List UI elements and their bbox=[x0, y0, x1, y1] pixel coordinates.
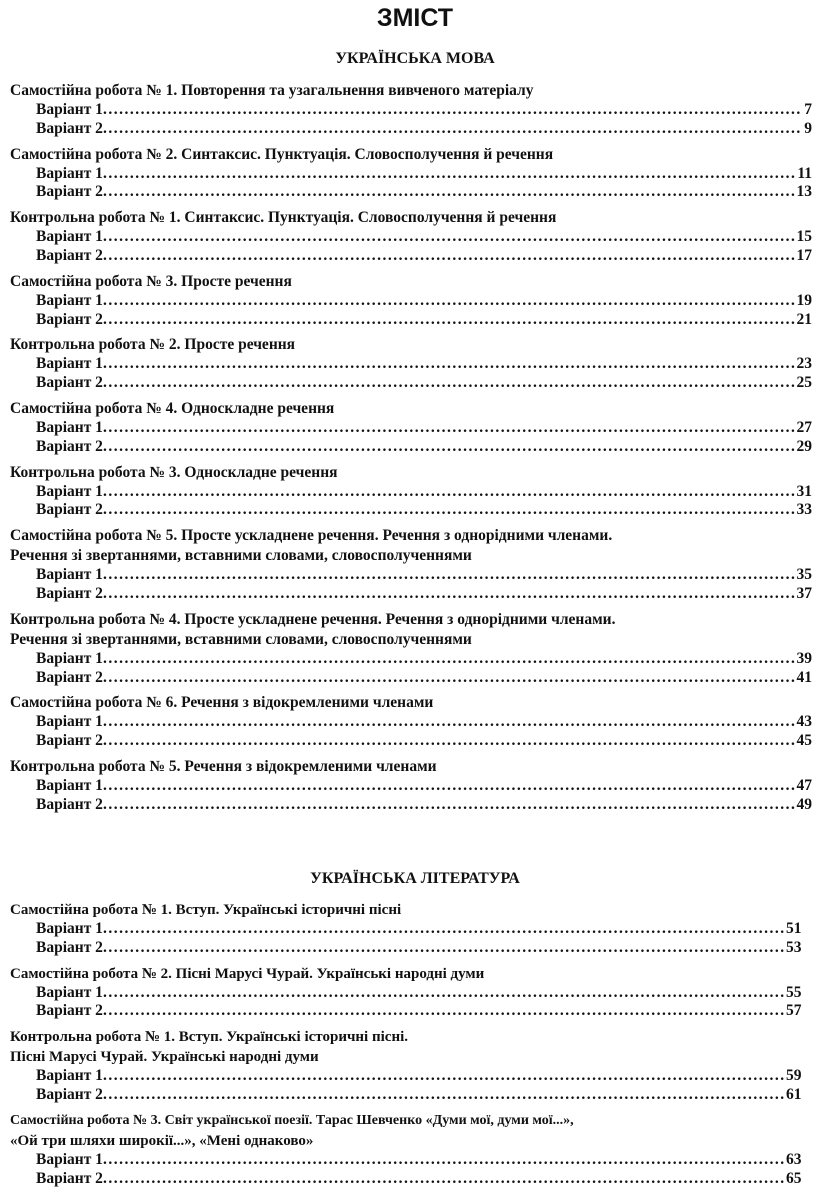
toc-entry-title: Контрольна робота № 5. Речення з відокремленими членами bbox=[10, 757, 437, 775]
variant-label: Варіант 1 bbox=[36, 291, 103, 309]
page-number: 25 bbox=[796, 374, 812, 392]
dot-leader bbox=[103, 669, 795, 688]
variant-label: Варіант 2 bbox=[36, 795, 103, 813]
variant-label: Варіант 1 bbox=[36, 983, 103, 1001]
variant-label: Варіант 2 bbox=[36, 374, 103, 392]
toc-entry bbox=[10, 610, 812, 688]
page-number: 23 bbox=[796, 355, 812, 373]
page-number: 55 bbox=[786, 983, 802, 1001]
variant-label: Варіант 1 bbox=[36, 1067, 103, 1085]
dot-leader bbox=[103, 1170, 784, 1189]
dot-leader bbox=[103, 1151, 784, 1170]
dot-leader bbox=[103, 566, 795, 585]
variant-label: Варіант 2 bbox=[36, 437, 103, 455]
dot-leader bbox=[103, 1067, 784, 1086]
variant-label: Варіант 2 bbox=[36, 1169, 103, 1187]
toc-variant-line[interactable] bbox=[10, 374, 812, 393]
variant-label: Варіант 2 bbox=[36, 246, 103, 264]
toc-variant-line[interactable] bbox=[10, 355, 812, 374]
page-number: 29 bbox=[796, 437, 812, 455]
section-title-ukrainian-literature: УКРАЇНСЬКА ЛІТЕРАТУРА bbox=[310, 870, 520, 887]
toc-entry-title: Контрольна робота № 4. Просте ускладнене речення. Речення з однорідними членами. bbox=[10, 610, 616, 628]
page-number: 59 bbox=[786, 1067, 802, 1085]
page-number: 9 bbox=[804, 119, 812, 137]
dot-leader bbox=[103, 292, 795, 311]
dot-leader bbox=[103, 732, 795, 751]
toc-entry-title: Пісні Марусі Чурай. Українські народні думи bbox=[10, 1049, 319, 1066]
dot-leader bbox=[103, 650, 795, 669]
toc-entry-title: Самостійна робота № 6. Речення з відокремленими членами bbox=[10, 694, 434, 712]
toc-variant-line[interactable] bbox=[10, 777, 812, 796]
toc-entry-title: «Ой три шляхи широкії...», «Мені однаково» bbox=[10, 1132, 314, 1149]
dot-leader bbox=[103, 120, 802, 139]
page-number: 19 bbox=[796, 291, 812, 309]
page-number: 43 bbox=[796, 713, 812, 731]
toc-entry bbox=[10, 964, 812, 1022]
toc-variant-line[interactable] bbox=[10, 732, 812, 751]
page-title: ЗМІСТ bbox=[376, 4, 454, 32]
dot-leader bbox=[103, 374, 795, 393]
toc-entry-title: Самостійна робота № 1. Вступ. Українські історичні пісні bbox=[10, 902, 402, 918]
toc-entry-title: Контрольна робота № 1. Синтаксис. Пунктуація. Словосполучення й речення bbox=[10, 209, 557, 227]
toc-entry bbox=[10, 272, 812, 330]
toc-entry bbox=[10, 693, 812, 751]
toc-variant-line[interactable] bbox=[10, 183, 812, 202]
toc-entry bbox=[10, 757, 812, 815]
page-number: 45 bbox=[796, 732, 812, 750]
toc-entry-title: Речення зі звертаннями, вставними словами, словосполученнями bbox=[10, 547, 472, 565]
page-number: 11 bbox=[797, 164, 812, 182]
toc-entry-title: Самостійна робота № 1. Повторення та узагальнення вивченого матеріалу bbox=[10, 82, 534, 99]
page-number: 61 bbox=[786, 1085, 802, 1103]
variant-label: Варіант 1 bbox=[36, 1150, 103, 1168]
page-number: 15 bbox=[796, 228, 812, 246]
toc-variant-line[interactable] bbox=[10, 939, 812, 958]
toc-entry-title: Контрольна робота № 3. Односкладне речення bbox=[10, 463, 338, 481]
toc-entry-title: Самостійна робота № 5. Просте ускладнене речення. Речення з однорідними членами. bbox=[10, 527, 613, 545]
toc-entry bbox=[10, 335, 812, 393]
variant-label: Варіант 1 bbox=[36, 164, 103, 182]
toc-entry-title: Самостійна робота № 2. Синтаксис. Пунктуація. Словосполучення й речення bbox=[10, 145, 554, 163]
dot-leader bbox=[103, 483, 795, 502]
toc-entry-title: Самостійна робота № 4. Односкладне речення bbox=[10, 399, 335, 417]
variant-label: Варіант 1 bbox=[36, 920, 103, 937]
toc-entry bbox=[10, 463, 812, 521]
toc-variant-line[interactable] bbox=[10, 292, 812, 311]
dot-leader bbox=[103, 920, 784, 939]
page-number: 53 bbox=[786, 938, 802, 956]
dot-leader bbox=[103, 438, 795, 457]
dot-leader bbox=[103, 183, 795, 202]
variant-label: Варіант 2 bbox=[36, 584, 103, 602]
dot-leader bbox=[103, 713, 795, 732]
toc-entry bbox=[10, 208, 812, 266]
variant-label: Варіант 1 bbox=[36, 482, 103, 500]
toc-entry-title: Речення зі звертаннями, вставними словами, словосполученнями bbox=[10, 630, 472, 648]
variant-label: Варіант 1 bbox=[36, 776, 103, 794]
toc-variant-line[interactable] bbox=[10, 984, 812, 1003]
toc-entry bbox=[10, 1027, 812, 1105]
variant-label: Варіант 2 bbox=[36, 1002, 103, 1020]
variant-label: Варіант 2 bbox=[36, 938, 103, 956]
page-number: 13 bbox=[796, 183, 812, 201]
page-number: 47 bbox=[796, 776, 812, 794]
dot-leader bbox=[103, 796, 795, 815]
section-ukrainian-language bbox=[10, 81, 812, 821]
dot-leader bbox=[103, 247, 795, 266]
toc-variant-line[interactable] bbox=[10, 1067, 812, 1086]
variant-label: Варіант 2 bbox=[36, 310, 103, 328]
page-number: 31 bbox=[796, 482, 812, 500]
dot-leader bbox=[103, 101, 802, 120]
variant-label: Варіант 1 bbox=[36, 566, 103, 584]
toc-entry-title: Контрольна робота № 1. Вступ. Українські історичні пісні. bbox=[10, 1029, 409, 1046]
dot-leader bbox=[103, 585, 795, 604]
variant-label: Варіант 2 bbox=[36, 732, 103, 750]
toc-variant-line[interactable] bbox=[10, 669, 812, 688]
section-ukrainian-literature bbox=[10, 900, 812, 1194]
toc-variant-line[interactable] bbox=[10, 501, 812, 520]
toc-variant-line[interactable] bbox=[10, 650, 812, 669]
variant-label: Варіант 2 bbox=[36, 668, 103, 686]
page-number: 7 bbox=[804, 101, 812, 118]
toc-variant-line[interactable] bbox=[10, 438, 812, 457]
dot-leader bbox=[103, 355, 795, 374]
toc-variant-line[interactable] bbox=[10, 165, 812, 184]
toc-variant-line[interactable] bbox=[10, 228, 812, 247]
variant-label: Варіант 2 bbox=[36, 501, 103, 519]
toc-entry-title: Самостійна робота № 3. Світ української поезії. Тарас Шевченко «Думи мої, думи мої...», bbox=[10, 1112, 574, 1128]
page-number: 37 bbox=[796, 584, 812, 602]
variant-label: Варіант 1 bbox=[36, 355, 103, 373]
toc-entry bbox=[10, 900, 812, 958]
page-number: 51 bbox=[786, 920, 802, 937]
toc-variant-line[interactable] bbox=[10, 419, 812, 438]
toc-entry bbox=[10, 526, 812, 604]
variant-label: Варіант 1 bbox=[36, 713, 103, 731]
toc-entry bbox=[10, 81, 812, 139]
toc-variant-line[interactable] bbox=[10, 1151, 812, 1170]
dot-leader bbox=[103, 165, 795, 184]
dot-leader bbox=[103, 501, 795, 520]
variant-label: Варіант 1 bbox=[36, 418, 103, 436]
toc-variant-line[interactable] bbox=[10, 247, 812, 266]
variant-label: Варіант 1 bbox=[36, 649, 103, 667]
variant-label: Варіант 2 bbox=[36, 1085, 103, 1103]
toc-variant-line[interactable] bbox=[10, 311, 812, 330]
toc-variant-line[interactable] bbox=[10, 1002, 812, 1021]
toc-variant-line[interactable] bbox=[10, 585, 812, 604]
dot-leader bbox=[103, 228, 795, 247]
toc-entry-title: Самостійна робота № 2. Пісні Марусі Чурай. Українські народні думи bbox=[10, 965, 485, 982]
page-number: 49 bbox=[796, 795, 812, 813]
dot-leader bbox=[103, 1086, 784, 1105]
page-number: 41 bbox=[796, 668, 812, 686]
page-number: 21 bbox=[796, 310, 812, 328]
dot-leader bbox=[103, 311, 795, 330]
dot-leader bbox=[103, 939, 784, 958]
page-number: 27 bbox=[796, 418, 812, 436]
toc-variant-line[interactable] bbox=[10, 483, 812, 502]
page-number: 39 bbox=[796, 649, 812, 667]
page-number: 17 bbox=[796, 246, 812, 264]
dot-leader bbox=[103, 1002, 784, 1021]
toc-entry-title: Контрольна робота № 2. Просте речення bbox=[10, 336, 296, 354]
variant-label: Варіант 1 bbox=[36, 228, 103, 246]
toc-variant-line[interactable] bbox=[10, 1170, 812, 1189]
section-title-ukrainian-language: УКРАЇНСЬКА МОВА bbox=[335, 50, 495, 67]
toc-entry bbox=[10, 145, 812, 203]
dot-leader bbox=[103, 419, 795, 438]
dot-leader bbox=[103, 984, 784, 1003]
toc-variant-line[interactable] bbox=[10, 1086, 812, 1105]
toc-entry-title: Самостійна робота № 3. Просте речення bbox=[10, 272, 292, 290]
toc-variant-line[interactable] bbox=[10, 101, 812, 120]
toc-variant-line[interactable] bbox=[10, 120, 812, 139]
dot-leader bbox=[103, 777, 795, 796]
page-number: 65 bbox=[786, 1169, 802, 1187]
variant-label: Варіант 2 bbox=[36, 183, 103, 201]
page-number: 57 bbox=[786, 1002, 802, 1020]
toc-entry bbox=[10, 1111, 812, 1189]
toc-variant-line[interactable] bbox=[10, 713, 812, 732]
page-number: 63 bbox=[786, 1150, 802, 1168]
variant-label: Варіант 1 bbox=[36, 101, 103, 118]
toc-variant-line[interactable] bbox=[10, 566, 812, 585]
toc-variant-line[interactable] bbox=[10, 796, 812, 815]
page-number: 33 bbox=[796, 501, 812, 519]
toc-variant-line[interactable] bbox=[10, 920, 812, 939]
variant-label: Варіант 2 bbox=[36, 119, 103, 137]
page-number: 35 bbox=[796, 566, 812, 584]
toc-entry bbox=[10, 399, 812, 457]
